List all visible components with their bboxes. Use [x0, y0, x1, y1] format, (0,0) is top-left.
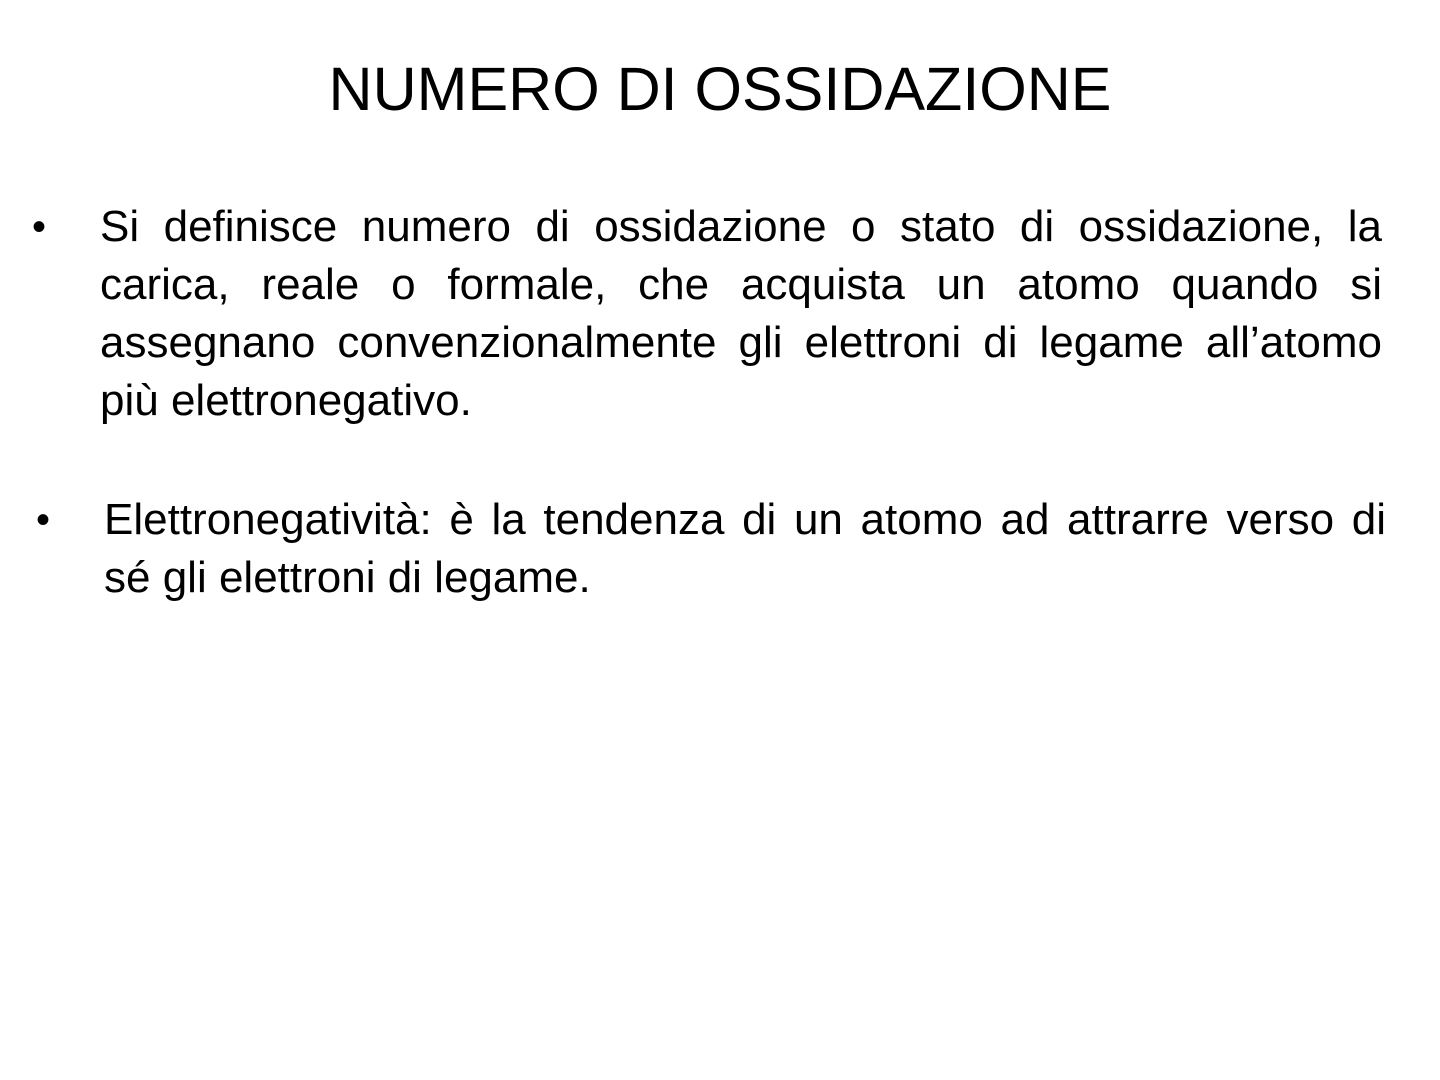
bullet-text: Si definisce numero di ossidazione o stato di ossidazione, la carica, reale o formale, che acquista un atomo quando si assegnano convenzionalmente gli elettroni di legame all’atomo più elettronegativo. [100, 202, 1382, 425]
bullet-marker: • [36, 498, 51, 542]
bullet-marker: • [32, 205, 47, 249]
bullet-item-electronegativity [36, 491, 1386, 607]
bullet-text: Elettronegatività: è la tendenza di un atomo ad attrarre verso di sé gli elettroni di legame. [104, 495, 1386, 602]
bullet-item-oxidation-number [32, 198, 1382, 430]
slide-title: NUMERO DI OSSIDAZIONE [328, 55, 1112, 123]
